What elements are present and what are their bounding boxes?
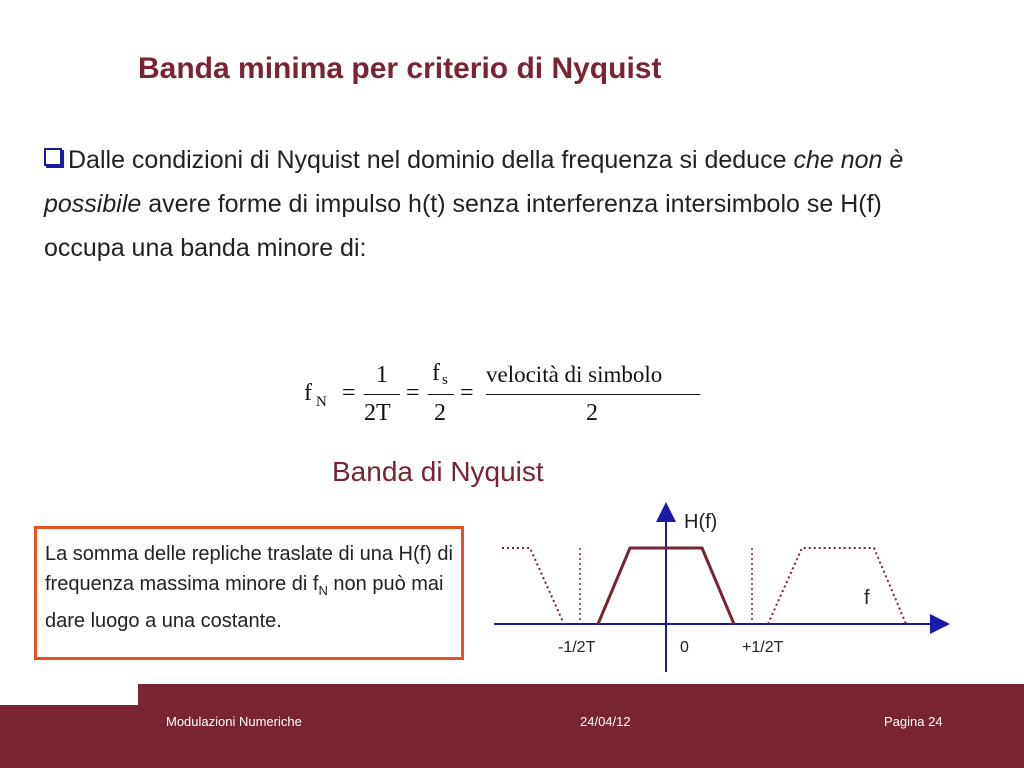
note-text-part2: non può mai dare luogo a una costante. <box>45 573 444 632</box>
bullet-paragraph <box>44 138 944 270</box>
note-box <box>34 526 464 660</box>
formula-equals-2: = <box>406 380 420 406</box>
footer-page: Pagina 24 <box>884 714 943 729</box>
formula-frac1-den: 2T <box>364 400 391 426</box>
footer-date: 24/04/12 <box>580 714 631 729</box>
footer-left: Modulazioni Numeriche <box>166 714 302 729</box>
x-axis-label: f <box>864 587 870 609</box>
formula-frac3-den: 2 <box>586 400 598 426</box>
note-text-part1: La somma delle repliche traslate di una H(f) di frequenza massima minore di f <box>45 543 453 595</box>
formula-frac2-num-f: f <box>432 360 440 386</box>
formula-equals-3: = <box>460 380 474 406</box>
hf-diagram <box>480 500 960 680</box>
footer-bar <box>0 705 1024 768</box>
hf-left-replica <box>502 548 564 624</box>
tick-right-label: +1/2T <box>742 639 784 656</box>
bullet-text-italic: che non è possibile <box>44 146 904 218</box>
bullet-text-part1: Dalle condizioni di Nyquist nel dominio della frequenza si deduce <box>68 146 794 174</box>
formula-frac3-num: velocità di simbolo <box>486 362 663 387</box>
formula-frac3-bar <box>486 394 700 395</box>
formula-frac1-num: 1 <box>376 362 388 388</box>
note-text-sub: N <box>318 583 328 598</box>
y-axis-label: H(f) <box>684 511 718 533</box>
footer-step <box>138 684 1024 706</box>
hf-right-replica <box>768 548 906 624</box>
slide-title: Banda minima per criterio di Nyquist <box>138 52 662 85</box>
formula-lhs-f: f <box>304 380 312 406</box>
square-bullet-icon <box>44 148 62 166</box>
banda-nyquist-label: Banda di Nyquist <box>332 456 544 487</box>
hf-diagram-svg <box>480 500 960 680</box>
formula-frac2-num-sub: s <box>442 372 448 388</box>
formula-frac2-den: 2 <box>434 400 446 426</box>
formula-frac2-bar <box>428 394 454 395</box>
bullet-text-part2: avere forme di impulso h(t) senza interferenza intersimbolo se H(f) occupa una banda minore di: <box>44 190 882 262</box>
tick-zero-label: 0 <box>680 639 689 656</box>
formula-frac1-bar <box>364 394 400 395</box>
formula-equals-1: = <box>342 380 356 406</box>
formula-lhs-sub: N <box>316 394 327 410</box>
tick-left-label: -1/2T <box>558 639 596 656</box>
nyquist-formula <box>300 358 720 438</box>
